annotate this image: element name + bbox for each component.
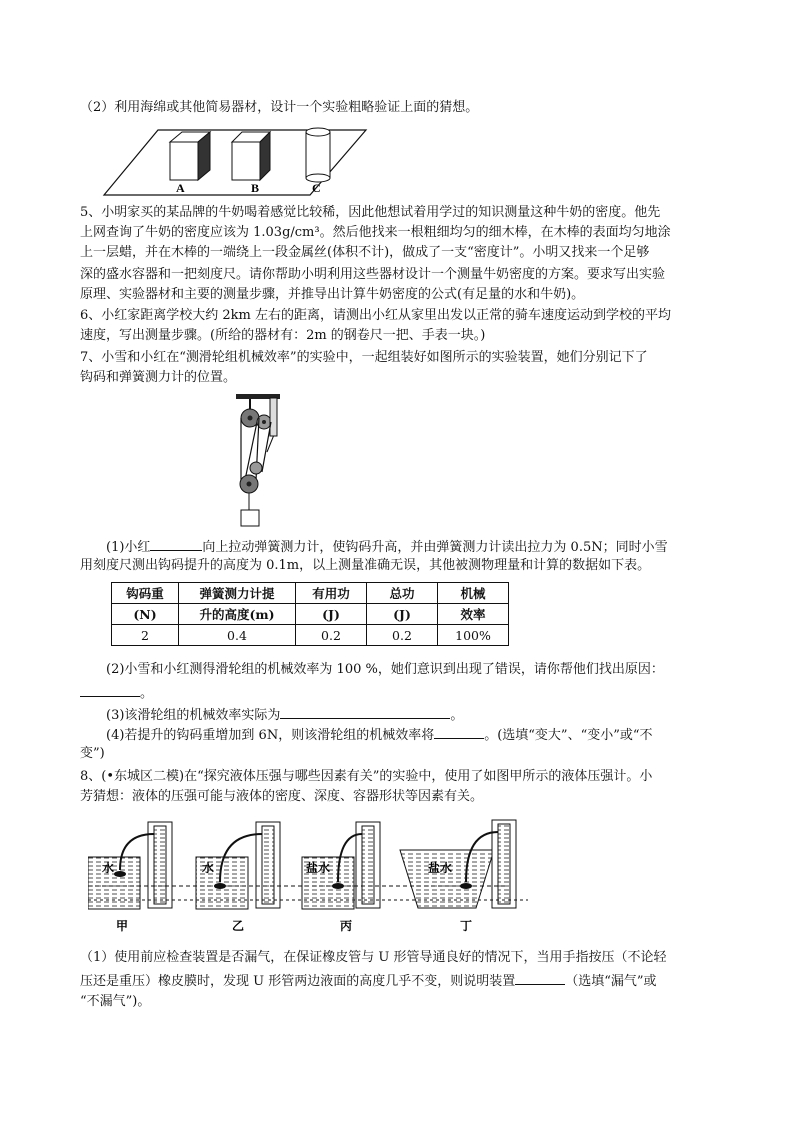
cylinder-c-top	[306, 128, 330, 136]
q7-part3-blank	[280, 704, 450, 719]
table-header: 升的高度(m)	[179, 604, 296, 625]
block-a-front	[170, 142, 198, 180]
liquid-pressure-figure	[88, 812, 528, 940]
table-header-row-1	[112, 583, 509, 604]
q7-part2-line2: 。	[80, 682, 720, 704]
movable-pulley-2	[250, 462, 262, 474]
liquid-label: 水	[102, 861, 115, 875]
table-header: (J)	[296, 604, 367, 625]
table-header: 机械	[438, 583, 509, 604]
hook-weight	[241, 510, 259, 526]
q8-line2: 芳猜想：液体的压强可能与液体的密度、深度、容器形状等因素有关。	[80, 789, 484, 804]
q6-line2: 速度，写出测量步骤。(所给的器材有：2m 的钢卷尺一把、手表一块。)	[80, 328, 486, 343]
table-header: 有用功	[296, 583, 367, 604]
q7-part4-line1: (4)若提升的钩码重增加到 6N，则该滑轮组的机械效率将 。(选填“变大”、“变小”或“不	[80, 724, 720, 746]
q8-part1-line1: （1）使用前应检查装置是否漏气，在保证橡皮管与 U 形管导通良好的情况下，当用手指按压（不论轻	[80, 950, 667, 965]
q7-part1-blank	[150, 536, 202, 551]
q5-line3: 上一层蜡，并在木棒的一端绕上一段金属丝(体积不计)，做成了一支“密度计”。小明又找来一个足够	[80, 245, 650, 260]
table-header: (N)	[112, 604, 179, 625]
table-cell: 0.2	[296, 625, 367, 646]
table-header: 钩码重	[112, 583, 179, 604]
q4-part2-text: （2）利用海绵或其他简易器材，设计一个实验粗略验证上面的猜想。	[80, 100, 479, 115]
q7-part1-line2: 用刻度尺测出钩码提升的高度为 0.1m，以上测量准确无误，其他被测物理量和计算的数据如下表。	[80, 558, 651, 573]
pulley-system-figure	[232, 392, 292, 532]
table-header: 弹簧测力计提	[179, 583, 296, 604]
liquid-label: 水	[202, 861, 215, 875]
q7-part2-line1: (2)小雪和小红测得滑轮组的机械效率为 100 %，她们意识到出现了错误，请你帮他们找出原因：	[106, 662, 664, 677]
q8-part1-blank	[515, 970, 565, 985]
table-header: 效率	[438, 604, 509, 625]
table-cell: 100%	[438, 625, 509, 646]
q7-part3: (3)该滑轮组的机械效率实际为 。	[80, 704, 720, 726]
q8-part1-line3: “不漏气”)。	[80, 994, 151, 1009]
q7-part4-blank	[434, 724, 484, 739]
caption-bing: 丙	[340, 919, 353, 933]
table-cell: 0.4	[179, 625, 296, 646]
gauge-bing	[302, 822, 380, 909]
cylinder-c-body	[306, 132, 330, 178]
label-a: A	[176, 181, 185, 195]
spring-scale	[270, 398, 277, 436]
q8-line1: 8、(•东城区二模)在“探究液体压强与哪些因素有关”的实验中，使用了如图甲所示的液体压强计。小	[80, 769, 653, 784]
q5-line1: 5、小明家买的某品牌的牛奶喝着感觉比较稀，因此他想试着用学过的知识测量这种牛奶的密度。他先	[80, 205, 661, 220]
gauge-jia	[88, 822, 172, 909]
q7-line1: 7、小雪和小红在“测滑轮组机械效率”的实验中，一起组装好如图所示的实验装置，她们分别记下了	[80, 350, 648, 365]
q7-line2: 钩码和弹簧测力计的位置。	[80, 370, 237, 385]
caption-ding: 丁	[460, 919, 473, 933]
gauge-yi	[196, 822, 280, 909]
q8-part1-line2: 压还是重压）橡皮膜时，发现 U 形管两边液面的高度几乎不变，则说明装置 （选填“漏气”或	[80, 970, 720, 992]
block-b-front	[232, 142, 260, 180]
label-c: C	[312, 181, 321, 195]
q7-part4-line2: 变”)	[80, 746, 105, 761]
caption-yi: 乙	[232, 919, 245, 933]
blocks-on-sponge-figure	[100, 122, 370, 197]
gauge-ding	[400, 820, 516, 908]
table-row	[112, 625, 509, 646]
q7-part1-line1: (1)小红 向上拉动弹簧测力计，使钩码升高，并由弹簧测力计读出拉力为 0.5N；同时小雪	[80, 536, 720, 558]
table-header: 总功	[367, 583, 438, 604]
q5-line4: 深的盛水容器和一把刻度尺。请你帮助小明利用这些器材设计一个测量牛奶密度的方案。要求写出实验	[80, 267, 666, 282]
table-cell: 2	[112, 625, 179, 646]
liquid-label: 盐水	[428, 861, 453, 875]
caption-jia: 甲	[116, 919, 129, 933]
data-table	[111, 582, 509, 646]
q7-part2-blank	[80, 682, 140, 697]
table-cell: 0.2	[367, 625, 438, 646]
label-b: B	[251, 181, 260, 195]
table-header-row-2	[112, 604, 509, 625]
q5-line5: 原理、实验器材和主要的测量步骤，并推导出计算牛奶密度的公式(有足量的水和牛奶)。	[80, 287, 585, 302]
q6-line1: 6、小红家距离学校大约 2km 左右的距离，请测出小红从家里出发以正常的骑车速度运动到学校的平均	[80, 308, 672, 323]
table-header: (J)	[367, 604, 438, 625]
liquid-label: 盐水	[306, 861, 331, 875]
q5-line2: 上网查询了牛奶的密度应该为 1.03g/cm³。然后他找来一根粗细均匀的细木棒，在木棒的表面均匀地涂	[80, 225, 671, 240]
